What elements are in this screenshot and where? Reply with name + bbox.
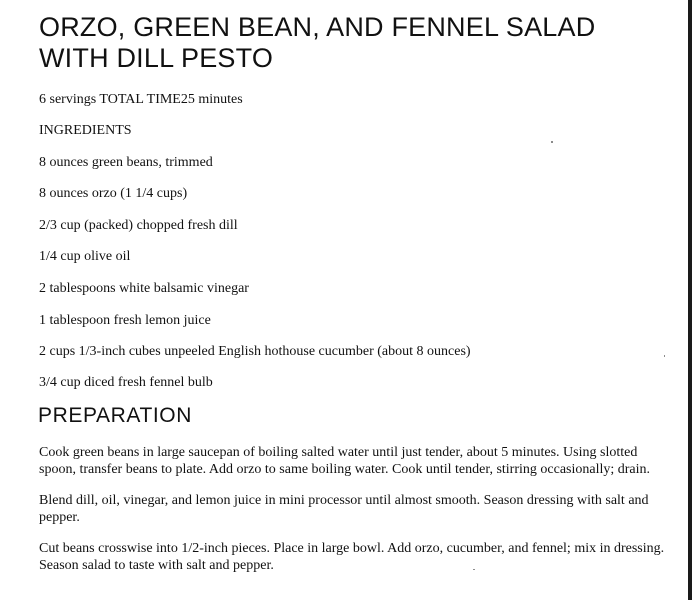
- yield-line: 6 servings TOTAL TIME25 minutes: [39, 92, 243, 107]
- preparation-heading: PREPARATION: [38, 404, 193, 427]
- recipe-title-line-2: WITH DILL PESTO: [39, 43, 274, 73]
- ingredient-item: 2 cups 1/3-inch cubes unpeeled English hothouse cucumber (about 8 ounces): [39, 344, 471, 359]
- ingredient-item: 2/3 cup (packed) chopped fresh dill: [39, 218, 238, 233]
- scan-edge-border: [688, 0, 692, 600]
- ingredient-item: 1 tablespoon fresh lemon juice: [39, 313, 211, 328]
- scan-speck: [664, 355, 665, 357]
- ingredients-heading: INGREDIENTS: [39, 123, 132, 138]
- ingredient-item: 3/4 cup diced fresh fennel bulb: [39, 375, 213, 390]
- ingredient-item: 8 ounces green beans, trimmed: [39, 155, 213, 170]
- ingredient-item: 2 tablespoons white balsamic vinegar: [39, 281, 249, 296]
- recipe-title-line-1: ORZO, GREEN BEAN, AND FENNEL SALAD: [39, 12, 596, 42]
- scan-speck: [473, 569, 475, 570]
- preparation-step: Cut beans crosswise into 1/2-inch pieces. Place in large bowl. Add orzo, cucumber, and fennel; mix in dressing. Season salad to taste with salt and pepper.: [39, 541, 665, 573]
- preparation-step: Blend dill, oil, vinegar, and lemon juice in mini processor until almost smooth. Season dressing with salt and pepper.: [39, 493, 649, 525]
- ingredient-item: 1/4 cup olive oil: [39, 249, 131, 264]
- ingredient-item: 8 ounces orzo (1 1/4 cups): [39, 186, 188, 201]
- scan-speck: [551, 141, 553, 143]
- recipe-title: [39, 12, 679, 74]
- preparation-step: Cook green beans in large saucepan of boiling salted water until just tender, about 5 minutes. Using slotted spoon, transfer beans to plate. Add orzo to same boiling water. Cook until tender, stirring occasionally; drain.: [39, 445, 651, 477]
